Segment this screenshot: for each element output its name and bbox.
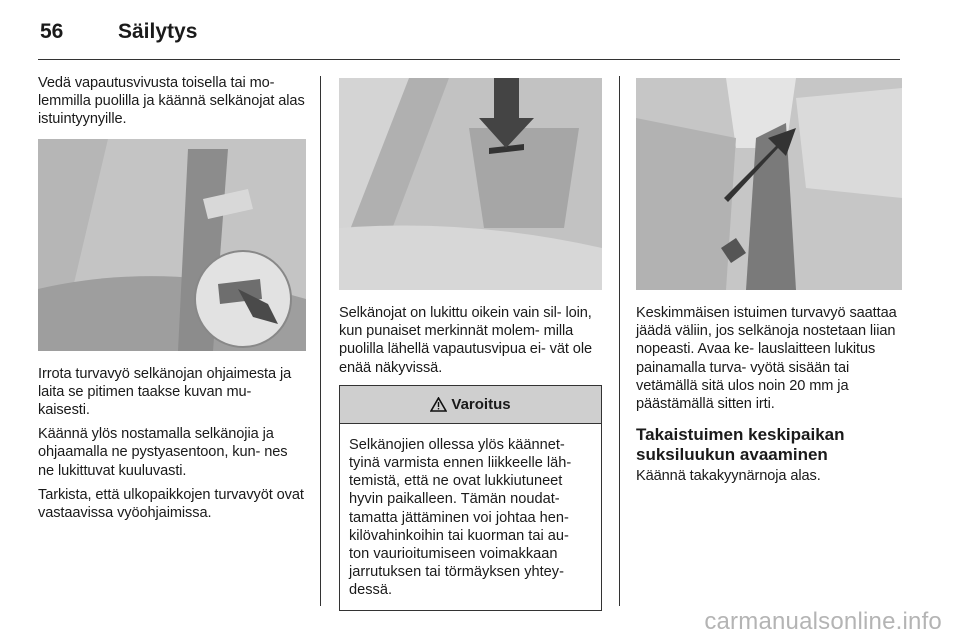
warning-box [339,385,602,611]
seat-belt-guide-illustration [38,139,306,351]
warning-body: Selkänojien ollessa ylös käännet- tyinä varmista ennen liikkeelle läh- temistä, että ne ovat lukkiutuneet hyvin paikalleen. Tämän noudat- tamatta jättäminen voi johtaa hen- kilövahinkoihin tai kuorman tai au- ton vaurioitumiseen voimakkaan jarrutuksen tai törmäyksen yhtey- dessä. [349,436,572,599]
center-belt-paragraph: Keskimmäisen istuimen turvavyö saattaa jäädä väliin, jos selkänoja nostetaan liian nopeasti. Avaa ke- lauslaitteen lukitus painamalla turva- vyötä sisään tai vetämällä sitä ulos noin 20 mm ja päästämällä sitten irti. [636,305,897,413]
warning-triangle-icon [430,397,447,412]
paragraph-3: Tarkista, että ulkopaikkojen turvavyöt ovat vastaavissa vyöohjaimissa. [38,486,304,522]
warning-title: Varoitus [451,395,511,413]
column-2 [339,74,602,611]
section-title: Säilytys [118,20,198,43]
watermark: carmanualsonline.info [704,608,942,635]
warning-header [340,386,601,424]
backrest-release-illustration [339,78,602,290]
column-1 [38,74,306,528]
paragraph-2: Käännä ylös nostamalla selkänojia ja ohjaamalla ne pystyasentoon, kun- nes ne lukittuvat kuuluvasti. [38,426,288,479]
page-header [40,20,197,48]
column-divider-2 [619,76,620,606]
paragraph-1: Irrota turvavyö selkänojan ohjaimesta ja laita se pitimen taakse kuvan mu- kaisesti. [38,365,292,419]
center-belt-illustration [636,78,902,290]
column-3 [636,74,902,491]
intro-paragraph: Vedä vapautusvivusta toisella tai mo- lemmilla puolilla ja käännä selkänojat alas istuintyynyille. [38,75,305,128]
ski-hatch-paragraph: Käännä takakyynärnoja alas. [636,468,821,485]
column-divider-1 [320,76,321,606]
header-divider [38,59,900,60]
locking-paragraph: Selkänojat on lukittu oikein vain sil- loin, kun punaiset merkinnät molem- milla puolilla lähellä vapautusvipua ei- vät ole enää näkyvissä. [339,305,592,376]
page-number: 56 [40,20,64,43]
ski-hatch-heading: Takaistuimen keskipaikan suksiluukun avaaminen [636,425,845,465]
